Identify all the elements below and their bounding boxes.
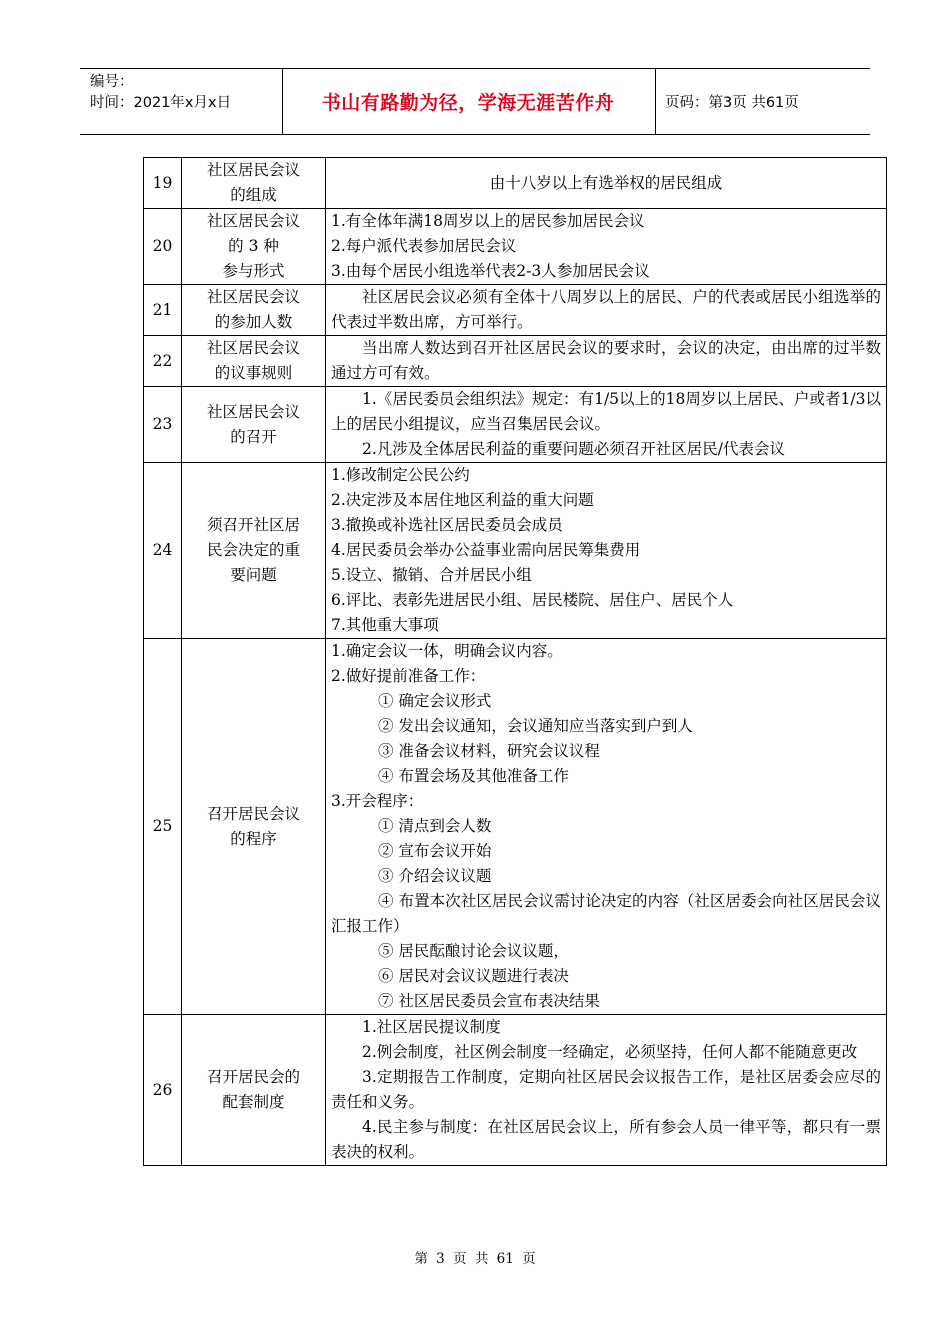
content-line: 3.开会程序： xyxy=(331,792,424,810)
table-body xyxy=(144,158,887,1166)
item-line: 社区居民会议 xyxy=(206,288,300,306)
item-line: 的参加人数 xyxy=(214,313,293,331)
item-line: 召开居民会的 xyxy=(206,1068,300,1086)
serial-label: 编号： xyxy=(90,74,134,90)
item-line: 参与形式 xyxy=(222,262,285,280)
item-line: 要问题 xyxy=(230,566,277,584)
content-line: 5.设立、撤销、合并居民小组 xyxy=(331,566,532,584)
row-item xyxy=(182,285,326,336)
row-content xyxy=(326,285,887,336)
content-line: 3.撤换或补选社区居民委员会成员 xyxy=(331,516,563,534)
row-number: 25 xyxy=(144,639,182,1015)
table-row xyxy=(144,639,887,1015)
row-item xyxy=(182,1015,326,1166)
item-line: 的 3 种 xyxy=(228,237,279,255)
content-line: ⑤ 居民酝酿讨论会议议题， xyxy=(378,942,569,960)
item-line: 社区居民会议 xyxy=(206,339,300,357)
content-paragraph: 1.《居民委员会组织法》规定：有1/5以上的18周岁以上居民、户或者1/3以上的居民小组提议，应当召集居民会议。 xyxy=(331,390,881,433)
row-item xyxy=(182,336,326,387)
page-footer: 第 3 页 共 61 页 xyxy=(414,1251,536,1267)
content-line: 6.评比、表彰先进居民小组、居民楼院、居住户、居民个人 xyxy=(331,591,734,609)
table-row xyxy=(144,387,887,463)
header-bottom-rule xyxy=(80,134,870,135)
item-line: 须召开社区居 xyxy=(206,516,300,534)
row-item xyxy=(182,639,326,1015)
main-table xyxy=(143,157,887,1166)
content-paragraph: 4.民主参与制度：在社区居民会议上，所有参会人员一律平等，都只有一票表决的权利。 xyxy=(331,1118,881,1161)
row-item xyxy=(182,387,326,463)
content-line: 2.决定涉及本居住地区利益的重大问题 xyxy=(331,491,594,509)
row-content xyxy=(326,1015,887,1166)
table-row xyxy=(144,158,887,209)
header-divider-right xyxy=(655,69,656,134)
item-line: 社区居民会议 xyxy=(206,402,300,421)
row-content xyxy=(326,463,887,639)
row-number: 26 xyxy=(144,1015,182,1166)
row-number: 20 xyxy=(144,209,182,285)
content-line: 1.社区居民提议制度 xyxy=(362,1018,501,1036)
item-line: 配套制度 xyxy=(222,1093,285,1111)
table-row xyxy=(144,285,887,336)
row-content xyxy=(326,387,887,463)
content-line: 3.由每个居民小组选举代表2-3人参加居民会议 xyxy=(331,262,650,280)
item-line: 的召开 xyxy=(230,427,277,446)
content-paragraph: 2.凡涉及全体居民利益的重要问题必须召开社区居民/代表会议 xyxy=(362,440,786,458)
content-line: 4.居民委员会举办公益事业需向居民筹集费用 xyxy=(331,541,641,559)
item-line: 社区居民会议 xyxy=(206,212,300,230)
item-line: 社区居民会议 xyxy=(206,161,300,179)
content-line: ⑥ 居民对会议议题进行表决 xyxy=(378,967,569,985)
content-line: ① 确定会议形式 xyxy=(378,692,492,710)
content-line: ③ 准备会议材料，研究会议议程 xyxy=(378,742,600,760)
item-line: 的组成 xyxy=(230,186,277,204)
row-number: 19 xyxy=(144,158,182,209)
row-content xyxy=(326,336,887,387)
row-number: 24 xyxy=(144,463,182,639)
row-item xyxy=(182,463,326,639)
row-item xyxy=(182,158,326,209)
table-row xyxy=(144,209,887,285)
content-paragraph: ④ 布置本次社区居民会议需讨论决定的内容（社区居委会向社区居民会议汇报工作） xyxy=(331,892,881,935)
content-line: 2.做好提前准备工作： xyxy=(331,667,486,685)
content-paragraph: 2.例会制度，社区例会制度一经确定，必须坚持，任何人都不能随意更改 xyxy=(362,1043,858,1061)
table-row xyxy=(144,463,887,639)
header-page-label: 页码：第3页 共61页 xyxy=(665,95,799,111)
row-content xyxy=(326,639,887,1015)
content-paragraph: 当出席人数达到召开社区居民会议的要求时，会议的决定，由出席的过半数通过方可有效。 xyxy=(331,339,881,382)
row-number: 21 xyxy=(144,285,182,336)
content-line: 1.确定会议一体，明确会议内容。 xyxy=(331,642,563,660)
header-meta xyxy=(90,72,282,114)
content-line: ④ 布置会场及其他准备工作 xyxy=(378,767,569,785)
row-item xyxy=(182,209,326,285)
content-line: ② 宣布会议开始 xyxy=(378,842,492,860)
content-line: 1.修改制定公民公约 xyxy=(331,466,470,484)
time-label: 时间：2021年x月x日 xyxy=(90,95,232,111)
header-motto: 书山有路勤为径，学海无涯苦作舟 xyxy=(321,92,615,114)
content-line: ② 发出会议通知，会议通知应当落实到户到人 xyxy=(378,717,693,735)
content-line: 7.其他重大事项 xyxy=(331,616,439,634)
item-line: 民会决定的重 xyxy=(206,541,300,559)
content-line: 1.有全体年满18周岁以上的居民参加居民会议 xyxy=(331,212,645,230)
content-line: ③ 介绍会议议题 xyxy=(378,867,492,885)
content-line: ⑦ 社区居民委员会宣布表决结果 xyxy=(378,992,600,1010)
table-row xyxy=(144,1015,887,1166)
item-line: 召开居民会议 xyxy=(206,804,300,823)
content-line: 由十八岁以上有选举权的居民组成 xyxy=(489,173,723,192)
content-line: ① 清点到会人数 xyxy=(378,817,492,835)
content-paragraph: 社区居民会议必须有全体十八周岁以上的居民、户的代表或居民小组选举的代表过半数出席，方可举行。 xyxy=(331,288,881,331)
content-paragraph: 3.定期报告工作制度，定期向社区居民会议报告工作，是社区居委会应尽的责任和义务。 xyxy=(331,1068,881,1111)
content-line: 2.每户派代表参加居民会议 xyxy=(331,237,517,255)
row-content xyxy=(326,209,887,285)
table-row xyxy=(144,336,887,387)
item-line: 的程序 xyxy=(230,829,277,848)
row-number: 23 xyxy=(144,387,182,463)
row-number: 22 xyxy=(144,336,182,387)
row-content xyxy=(326,158,887,209)
item-line: 的议事规则 xyxy=(214,364,293,382)
